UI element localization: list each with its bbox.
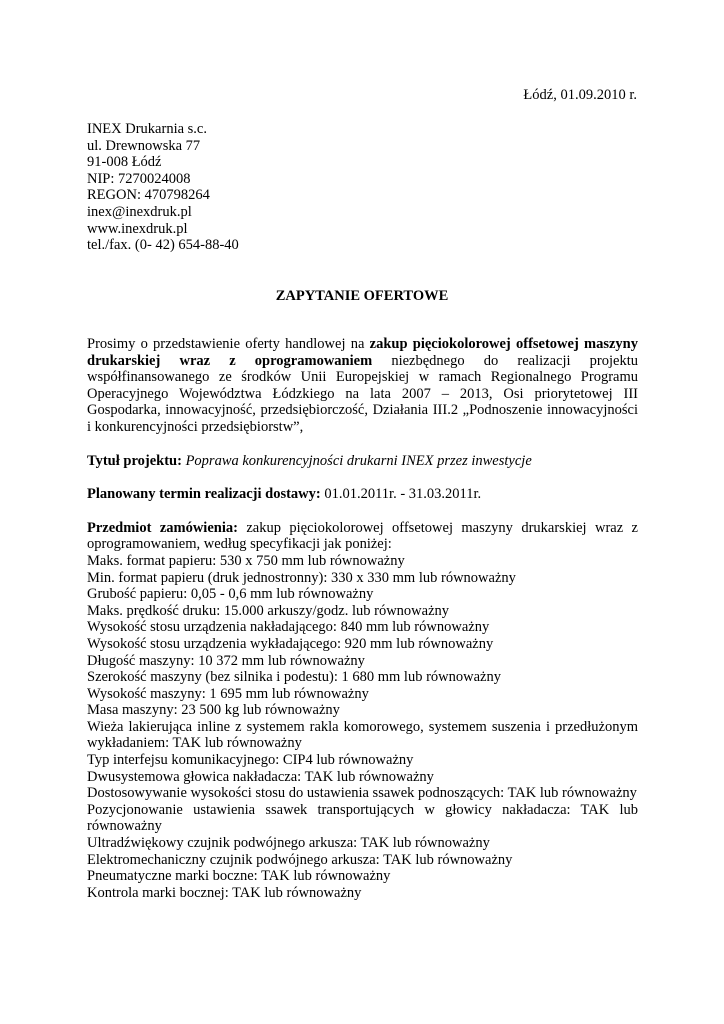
spec-item: Elektromechaniczny czujnik podwójnego arkusza: TAK lub równoważny bbox=[87, 851, 513, 868]
document-date: Łódź, 01.09.2010 r. bbox=[523, 87, 637, 103]
company-street: ul. Drewnowska 77 bbox=[87, 137, 201, 154]
delivery-term bbox=[87, 486, 638, 503]
spec-item: Ultradźwiękowy czujnik podwójnego arkusza: TAK lub równoważny bbox=[87, 835, 490, 852]
spec-item: Dwusystemowa głowica nakładacza: TAK lub równoważny bbox=[87, 768, 434, 785]
spec-item: Min. format papieru (druk jednostronny): 330 x 330 mm lub równoważny bbox=[87, 569, 516, 586]
spec-item: Pozycjonowanie ustawienia ssawek transportujących w głowicy nakładacza: TAK lub równoważny bbox=[87, 801, 638, 835]
spec-item: Pneumatyczne marki boczne: TAK lub równoważny bbox=[87, 868, 391, 885]
spec-item: Wysokość maszyny: 1 695 mm lub równoważny bbox=[87, 685, 369, 702]
project-title-label: Tytuł projektu: bbox=[87, 452, 182, 469]
spec-item: Szerokość maszyny (bez silnika i podestu): 1 680 mm lub równoważny bbox=[87, 669, 501, 686]
spec-item: Maks. prędkość druku: 15.000 arkuszy/godz. lub równoważny bbox=[87, 602, 450, 619]
project-title bbox=[87, 453, 638, 470]
delivery-term-label: Planowany termin realizacji dostawy: bbox=[87, 486, 321, 503]
company-website: www.inexdruk.pl bbox=[87, 220, 188, 237]
company-name: INEX Drukarnia s.c. bbox=[87, 121, 207, 137]
document-title: ZAPYTANIE OFERTOWE bbox=[275, 288, 449, 304]
spec-item: Masa maszyny: 23 500 kg lub równoważny bbox=[87, 702, 340, 719]
spec-item: Wysokość stosu urządzenia nakładającego: 840 mm lub równoważny bbox=[87, 619, 490, 636]
spec-item: Typ interfejsu komunikacyjnego: CIP4 lub równoważny bbox=[87, 752, 414, 769]
document-body bbox=[87, 336, 638, 901]
intro-rest: niezbędnego do realizacji projektu współfinansowanego ze środków Unii Europejskiej w ramach Regionalnego Programu Operacyjnego Województwa Łódzkiego na lata 2007 – 2013, Osi priorytetowej III Gospodarka, innowacyjność, przedsiębiorczość, Działania III.2 „Podnoszenie innowacyjności i konkurencyjności przedsiębiorstw”, bbox=[87, 352, 638, 435]
company-phone: tel./fax. (0- 42) 654-88-40 bbox=[87, 237, 239, 254]
company-address bbox=[87, 121, 239, 254]
intro-bold: zakup pięciokolorowej offsetowej maszyny drukarskiej wraz z oprogramowaniem bbox=[87, 336, 638, 369]
order-subject bbox=[87, 520, 638, 553]
order-subject-value: zakup pięciokolorowej offsetowej maszyny drukarskiej wraz z oprogramowaniem, według specyfikacji jak poniżej: bbox=[87, 519, 638, 553]
spec-item: Grubość papieru: 0,05 - 0,6 mm lub równoważny bbox=[87, 586, 374, 603]
spec-item: Dostosowywanie wysokości stosu do ustawienia ssawek podnoszących: TAK lub równoważny bbox=[87, 785, 637, 802]
spec-item: Wysokość stosu urządzenia wykładającego: 920 mm lub równoważny bbox=[87, 635, 494, 652]
spec-list bbox=[87, 553, 638, 901]
company-email: inex@inexdruk.pl bbox=[87, 203, 192, 220]
company-city: 91-008 Łódź bbox=[87, 154, 162, 171]
project-title-value: Poprawa konkurencyjności drukarni INEX przez inwestycje bbox=[185, 452, 532, 469]
spec-item: Długość maszyny: 10 372 mm lub równoważny bbox=[87, 652, 365, 669]
delivery-term-value: 01.01.2011r. - 31.03.2011r. bbox=[324, 486, 482, 503]
spec-item: Maks. format papieru: 530 x 750 mm lub równoważny bbox=[87, 552, 405, 569]
order-subject-label: Przedmiot zamówienia: bbox=[87, 519, 238, 536]
spec-item: Wieża lakierująca inline z systemem rakla komorowego, systemem suszenia i przedłużonym wykładaniem: TAK lub równoważny bbox=[87, 718, 638, 752]
intro-paragraph bbox=[87, 336, 638, 436]
spec-item: Kontrola marki bocznej: TAK lub równoważny bbox=[87, 884, 362, 901]
company-regon: REGON: 470798264 bbox=[87, 187, 210, 204]
intro-prefix: Prosimy o przedstawienie oferty handlowej na bbox=[87, 336, 365, 352]
company-nip: NIP: 7270024008 bbox=[87, 170, 191, 187]
